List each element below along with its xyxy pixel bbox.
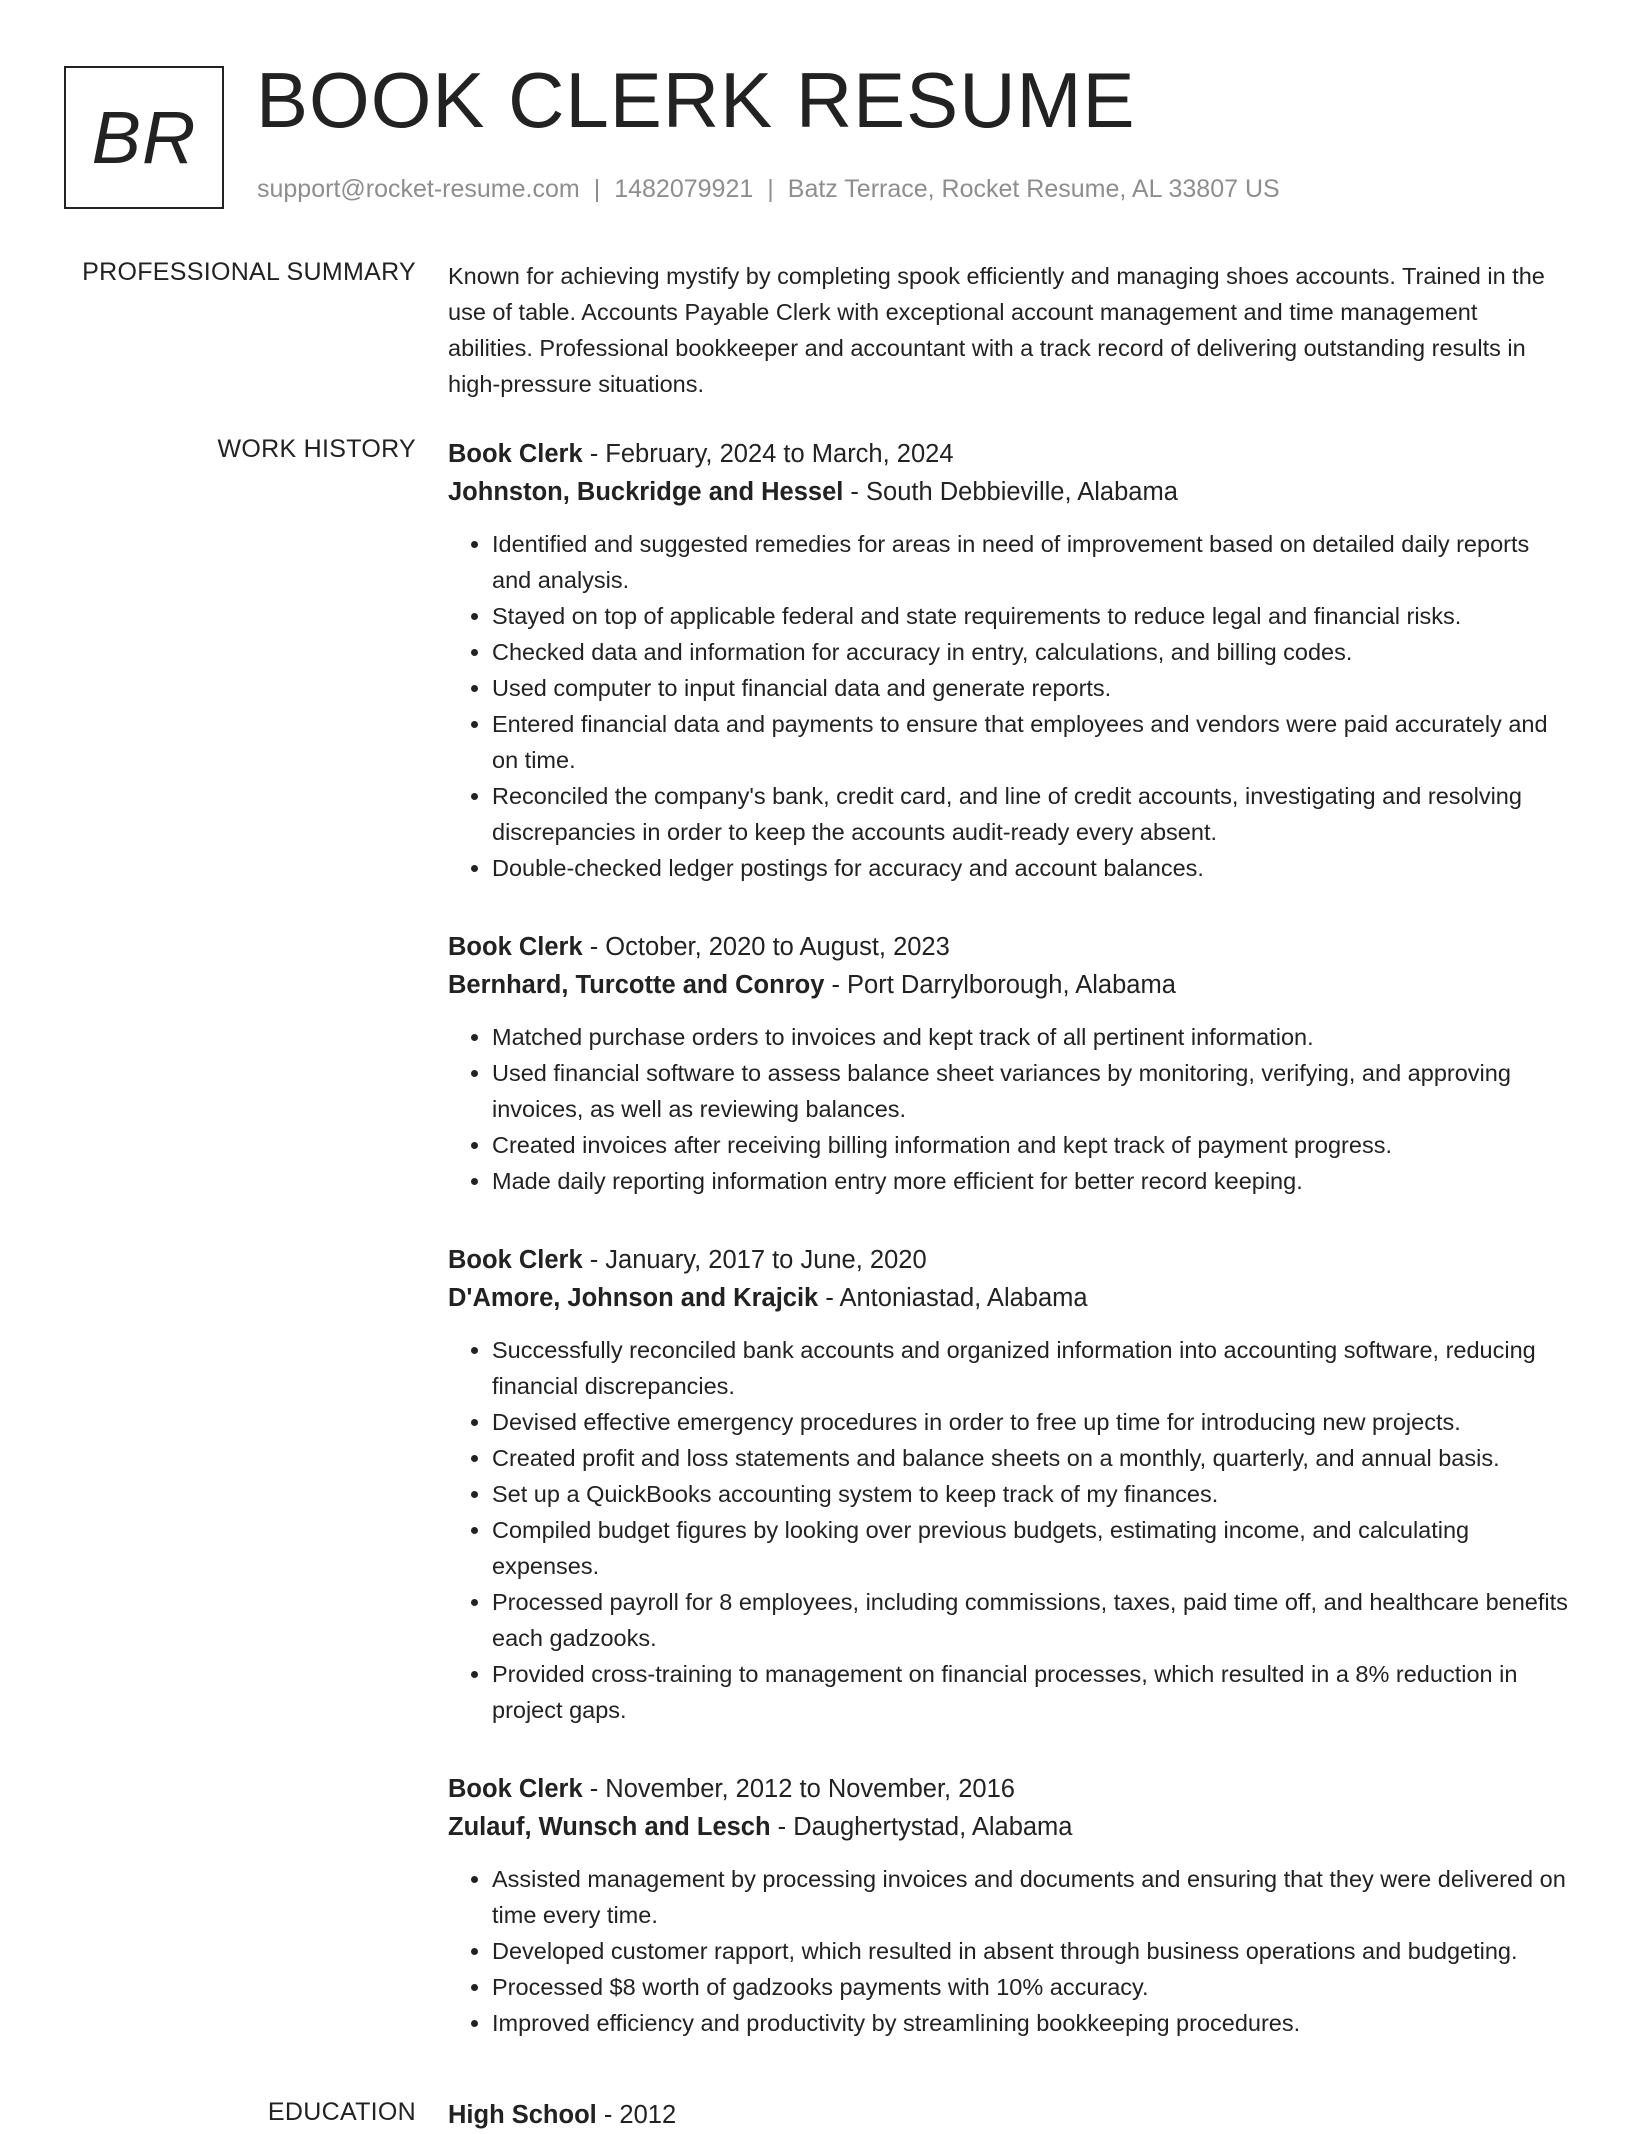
education-year: - 2012	[596, 2101, 677, 2129]
job-title: Book Clerk	[448, 1775, 583, 1803]
job-bullet: • Entered financial data and payments to ensure that employees and vendors were paid accurately and on time.	[492, 706, 1568, 778]
job-bullet: • Made daily reporting information entry more efficient for better record keeping.	[492, 1163, 1568, 1199]
job-bullet: • Processed payroll for 8 employees, including commissions, taxes, paid time off, and healthcare benefits each gadzooks.	[492, 1584, 1568, 1656]
job-bullet: • Created profit and loss statements and balance sheets on a monthly, quarterly, and annual basis.	[492, 1440, 1568, 1476]
job-bullet: • Identified and suggested remedies for areas in need of improvement based on detailed daily reports and analysis.	[492, 526, 1568, 598]
work-history-list	[448, 435, 1568, 2083]
job-company-line	[448, 1279, 1568, 1317]
job-bullets	[448, 1861, 1568, 2041]
contact-email: support@rocket-resume.com	[257, 175, 580, 203]
resume-title: BOOK CLERK RESUME	[256, 56, 1136, 144]
job-bullet: • Improved efficiency and productivity by streamlining bookkeeping procedures.	[492, 2005, 1568, 2041]
job-location: - Port Darrylborough, Alabama	[824, 971, 1176, 999]
job-bullet: • Devised effective emergency procedures in order to free up time for introducing new projects.	[492, 1404, 1568, 1440]
job-bullet: • Compiled budget figures by looking over previous budgets, estimating income, and calculating expenses.	[492, 1512, 1568, 1584]
job-location: - Daughertystad, Alabama	[770, 1813, 1073, 1841]
job-company-line	[448, 473, 1568, 511]
job-entry	[448, 1241, 1568, 1728]
job-title-line	[448, 1770, 1568, 1808]
job-title-line	[448, 1241, 1568, 1279]
job-bullet: • Used computer to input financial data and generate reports.	[492, 670, 1568, 706]
contact-address: Batz Terrace, Rocket Resume, AL 33807 US	[787, 175, 1280, 203]
job-dates: - February, 2024 to March, 2024	[582, 440, 954, 468]
education-line	[448, 2096, 1568, 2134]
job-location: - South Debbieville, Alabama	[843, 478, 1178, 506]
job-bullet: • Provided cross-training to management on financial processes, which resulted in a 8% reduction in project gaps.	[492, 1656, 1568, 1728]
job-title: Book Clerk	[448, 1246, 583, 1274]
job-bullets	[448, 526, 1568, 886]
monogram-initials: BR	[91, 96, 197, 179]
monogram-logo	[64, 66, 224, 209]
job-bullet: • Created invoices after receiving billing information and kept track of payment progress.	[492, 1127, 1568, 1163]
job-bullets	[448, 1019, 1568, 1199]
job-bullets	[448, 1332, 1568, 1728]
job-company: D'Amore, Johnson and Krajcik	[448, 1284, 819, 1312]
job-company: Bernhard, Turcotte and Conroy	[448, 971, 825, 999]
job-entry	[448, 1770, 1568, 2041]
job-company-line	[448, 1808, 1568, 1846]
job-title: Book Clerk	[448, 440, 583, 468]
contact-separator: |	[767, 175, 774, 203]
job-title-line	[448, 928, 1568, 966]
job-bullet: • Stayed on top of applicable federal and state requirements to reduce legal and financial risks.	[492, 598, 1568, 634]
job-entry	[448, 435, 1568, 886]
job-dates: - November, 2012 to November, 2016	[582, 1775, 1015, 1803]
job-bullet: • Reconciled the company's bank, credit card, and line of credit accounts, investigating and resolving discrepancies in order to keep the accounts audit-ready every absent.	[492, 778, 1568, 850]
contact-separator: |	[593, 175, 601, 203]
job-company-line	[448, 966, 1568, 1004]
job-dates: - January, 2017 to June, 2020	[582, 1246, 927, 1274]
job-bullet: • Developed customer rapport, which resulted in absent through business operations and budgeting.	[492, 1933, 1568, 1969]
job-location: - Antoniastad, Alabama	[818, 1284, 1088, 1312]
job-entry	[448, 928, 1568, 1199]
job-bullet: • Checked data and information for accuracy in entry, calculations, and billing codes.	[492, 634, 1568, 670]
summary-text: Known for achieving mystify by completing spook efficiently and managing shoes accounts. Trained in the use of table. Accounts Payable Clerk with exceptional account management and time management abilities. Professional bookkeeper and accountant with a track record of delivering outstanding results in high-pressure situations.	[448, 263, 1545, 397]
job-bullet: • Processed $8 worth of gadzooks payments with 10% accuracy.	[492, 1969, 1568, 2005]
job-title: Book Clerk	[448, 933, 583, 961]
education-entry	[448, 2096, 1568, 2134]
job-company: Zulauf, Wunsch and Lesch	[448, 1813, 771, 1841]
education-heading: EDUCATION	[267, 2098, 416, 2126]
job-bullet: • Set up a QuickBooks accounting system to keep track of my finances.	[492, 1476, 1568, 1512]
education-degree: High School	[448, 2101, 597, 2129]
job-bullet: • Double-checked ledger postings for accuracy and account balances.	[492, 850, 1568, 886]
job-bullet: • Assisted management by processing invoices and documents and ensuring that they were delivered on time every time.	[492, 1861, 1568, 1933]
job-bullet: • Successfully reconciled bank accounts and organized information into accounting software, reducing financial discrepancies.	[492, 1332, 1568, 1404]
summary-heading: PROFESSIONAL SUMMARY	[82, 258, 416, 286]
contact-line	[257, 175, 1280, 204]
job-dates: - October, 2020 to August, 2023	[582, 933, 950, 961]
job-title-line	[448, 435, 1568, 473]
job-company: Johnston, Buckridge and Hessel	[448, 478, 844, 506]
job-bullet: • Used financial software to assess balance sheet variances by monitoring, verifying, and approving invoices, as well as reviewing balances.	[492, 1055, 1568, 1127]
work-history-heading: WORK HISTORY	[217, 435, 416, 463]
job-bullet: • Matched purchase orders to invoices and kept track of all pertinent information.	[492, 1019, 1568, 1055]
contact-phone: 1482079921	[614, 175, 754, 203]
